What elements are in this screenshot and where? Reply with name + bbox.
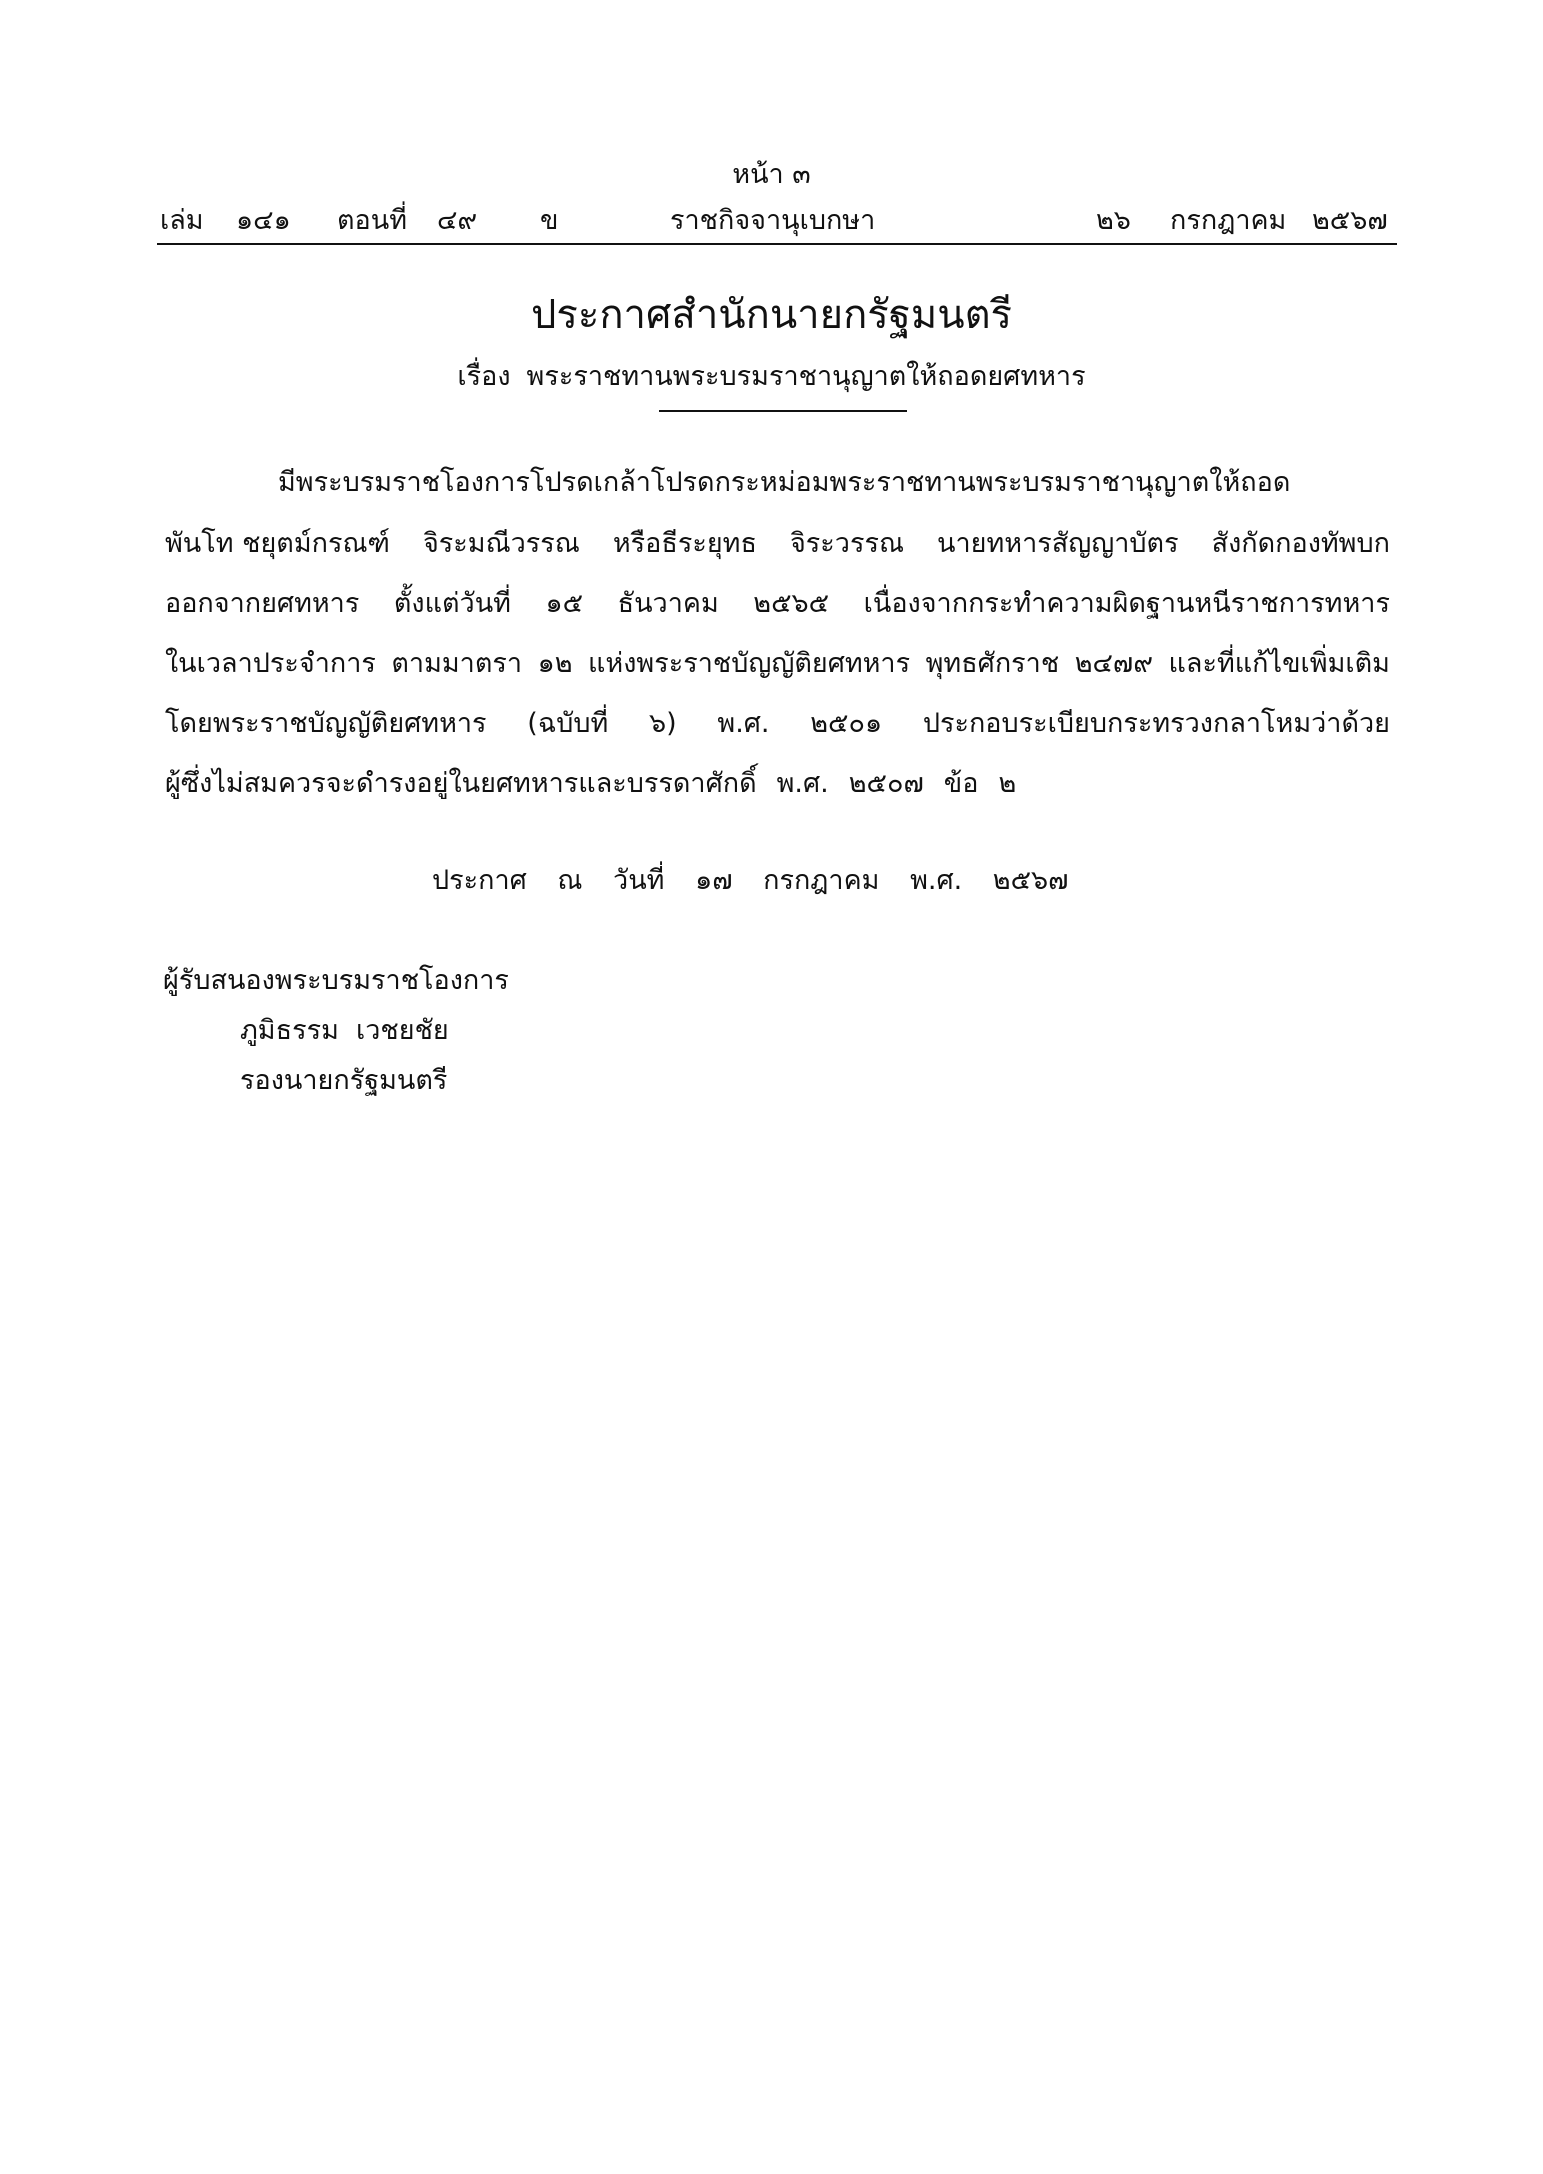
countersign-label: ผู้รับสนองพระบรมราชโองการ [163, 965, 509, 996]
announcement-text: ๒๕๖๗ [992, 865, 1069, 896]
section-label: ตอนที่ [337, 205, 408, 236]
volume-label: เล่ม [160, 205, 204, 236]
body-text: ในเวลาประจำการ [165, 648, 376, 679]
announcement-text: วันที่ [613, 865, 665, 896]
body-text: (ฉบับที่ [527, 708, 609, 739]
body-text: ข้อ [943, 768, 979, 799]
body-text: ๑๕ [545, 588, 584, 619]
header-rule [157, 243, 1397, 245]
title-rule [659, 410, 907, 412]
body-text: ผู้ซึ่งไม่สมควรจะดำรงอยู่ในยศทหารและบรรดาศักดิ์ [165, 768, 757, 799]
body-text: จิระวรรณ [789, 528, 905, 559]
announcement-text: กรกฎาคม [763, 865, 880, 896]
body-text: ๒๕๐๑ [810, 708, 883, 739]
body-text: ๑๒ [537, 648, 573, 679]
body-text: ๖) [649, 708, 677, 739]
body-text: พ.ศ. [717, 708, 770, 739]
body-text: ตามมาตรา [391, 648, 523, 679]
body-line [165, 641, 1390, 684]
announcement-text: ๑๗ [695, 865, 733, 896]
body-text: และที่แก้ไขเพิ่มเติม [1168, 648, 1390, 679]
body-text: แห่งพระราชบัญญัติยศทหาร [588, 648, 911, 679]
publication-name: ราชกิจจานุเบกษา [670, 205, 876, 236]
signer-position: รองนายกรัฐมนตรี [240, 1065, 448, 1096]
body-text: ตั้งแต่วันที่ [393, 588, 511, 619]
body-text: เนื่องจากกระทำความผิดฐานหนีราชการทหาร [863, 588, 1390, 619]
body-text: มีพระบรมราชโองการโปรดเกล้าโปรดกระหม่อมพระราชทานพระบรมราชานุญาตให้ถอด [278, 467, 1291, 498]
announcement-date [432, 858, 1090, 901]
body-text: ๒๔๗๙ [1074, 648, 1153, 679]
page-number: หน้า ๓ [732, 159, 811, 190]
announcement-text: ประกาศ [432, 865, 527, 896]
body-text: พ.ศ. [776, 768, 829, 799]
subject-label: เรื่อง [457, 361, 511, 392]
subject-text: พระราชทานพระบรมราชานุญาตให้ถอดยศทหาร [526, 361, 1086, 392]
section-number: ๔๙ [437, 205, 478, 236]
body-text: ออกจากยศทหาร [165, 588, 360, 619]
volume-number: ๑๔๑ [236, 205, 291, 236]
body-line [165, 761, 1390, 804]
body-text: จิระมณีวรรณ [422, 528, 580, 559]
document-subject [0, 354, 1543, 397]
body-text: โดยพระราชบัญญัติยศทหาร [165, 708, 487, 739]
announcement-text: พ.ศ. [910, 865, 963, 896]
announcement-text: ณ [557, 865, 583, 896]
body-text: พันโท ชยุตม์กรณฑ์ [165, 528, 390, 559]
body-text: นายทหารสัญญาบัตร [937, 528, 1179, 559]
date-month: กรกฎาคม [1170, 205, 1287, 236]
body-line [165, 581, 1390, 624]
body-line [278, 460, 1390, 503]
body-text: ๒๕๖๕ [753, 588, 830, 619]
body-text: ธันวาคม [617, 588, 719, 619]
body-line [165, 521, 1390, 564]
body-text: สังกัดกองทัพบก [1211, 528, 1390, 559]
body-text: ๒ [998, 768, 1017, 799]
signer-name: ภูมิธรรม เวชยชัย [240, 1015, 449, 1046]
body-text: ประกอบระเบียบกระทรวงกลาโหมว่าด้วย [922, 708, 1390, 739]
section-type: ข [540, 205, 559, 236]
body-line [165, 701, 1390, 744]
document-title: ประกาศสำนักนายกรัฐมนตรี [530, 292, 1013, 338]
body-text: ๒๕๐๗ [848, 768, 924, 799]
date-year: ๒๕๖๗ [1312, 205, 1388, 236]
body-text: หรือธีระยุทธ [612, 528, 757, 559]
body-text: พุทธศักราช [925, 648, 1060, 679]
date-day: ๒๖ [1096, 205, 1131, 236]
